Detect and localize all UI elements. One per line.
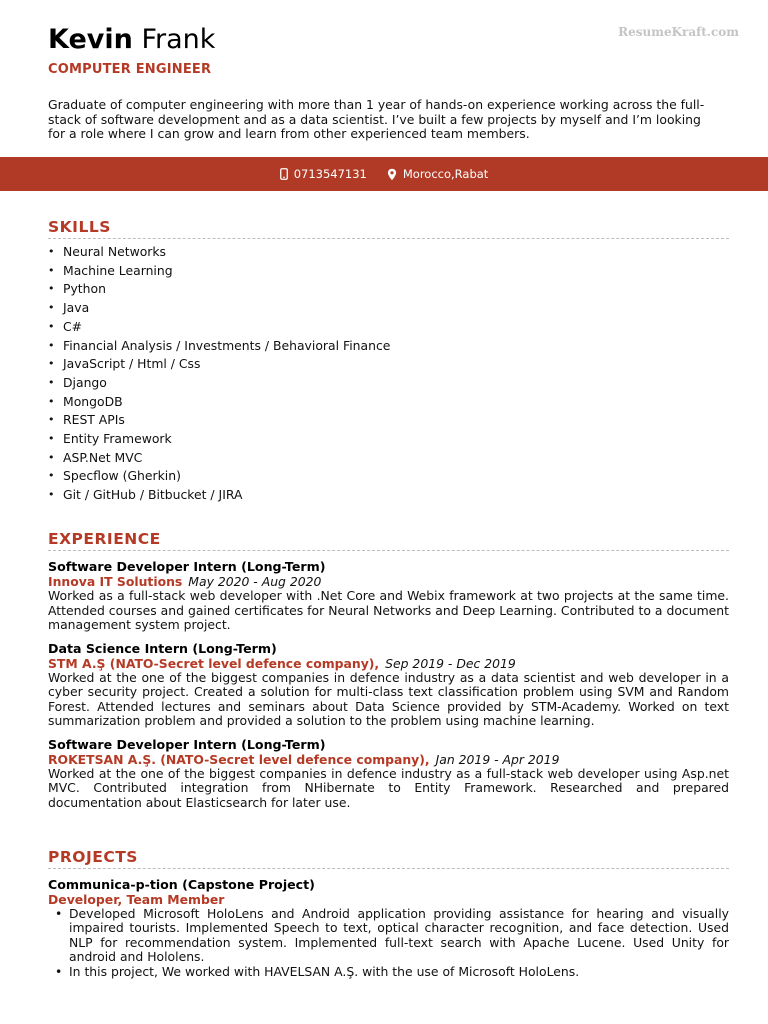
summary-paragraph: Graduate of computer engineering with more than 1 year of hands-on experience working across the full-stack of software development and as a data scientist. I’ve built a few projects by myself and I’m looking for a role where I can grow and learn from other experienced team members.	[48, 97, 705, 141]
project-title: Communica-p-tion (Capstone Project)	[48, 877, 315, 892]
project-bullet: • In this project, We worked with HAVELSAN A.Ş. with the use of Microsoft HoloLens.	[69, 965, 729, 979]
location-text: Morocco,Rabat	[402, 167, 489, 181]
experience-description: Worked as a full-stack web developer with .Net Core and Webix framework at two projects at the same time. Attended courses and gained certificates for Neural Networks and Deep Learning. Contributed to a document management system project.	[48, 588, 729, 632]
job-title-heading: COMPUTER ENGINEER	[48, 62, 212, 77]
project-bullets	[48, 907, 729, 979]
contact-location	[387, 167, 488, 181]
last-name: Frank	[141, 24, 216, 55]
skill-item: • Machine Learning	[63, 262, 729, 281]
experience-company: STM A.Ş (NATO-Secret level defence company),	[48, 655, 380, 671]
contact-phone	[280, 167, 367, 181]
contact-bar	[0, 157, 768, 191]
experience-company: Innova IT Solutions	[48, 574, 183, 589]
skill-item: • C#	[63, 318, 729, 337]
skills-heading: SKILLS	[48, 218, 729, 239]
experience-section	[48, 530, 729, 810]
experience-title: Software Developer Intern (Long-Term)	[48, 736, 326, 752]
brand-watermark: ResumeKraft.com	[618, 25, 739, 39]
experience-description: Worked at the one of the biggest companies in defence industry as a data scientist and web developer in a cyber security project. Created a solution for multi-class text classification problem using SVM and Random Forest. Attended lectures and seminars about Data Science provided by STM-Academy. Worked on text summarization problem and provided a solution to the problem using machine learning.	[48, 669, 729, 728]
experience-title: Data Science Intern (Long-Term)	[48, 640, 277, 656]
skill-item: • Entity Framework	[63, 430, 729, 449]
candidate-name	[48, 24, 215, 56]
skill-item: • Git / GitHub / Bitbucket / JIRA	[63, 486, 729, 505]
projects-heading: PROJECTS	[48, 848, 729, 869]
phone-icon	[280, 168, 288, 180]
skills-section	[48, 218, 729, 505]
skill-item: • Financial Analysis / Investments / Behavioral Finance	[63, 337, 729, 356]
location-pin-icon	[387, 168, 397, 181]
experience-title: Software Developer Intern (Long-Term)	[48, 559, 326, 574]
skill-item: • REST APIs	[63, 411, 729, 430]
skill-item: • Django	[63, 374, 729, 393]
experience-meta	[48, 574, 729, 589]
project-bullet: • Developed Microsoft HoloLens and Android application providing assistance for hearing and visually impaired tourists. Implemented Speech to text, optical character recognition, and face detection. Used NLP for recommendation system. Implemented full-text search with Apache Lucene. Used Unity for android and Hololens.	[69, 907, 729, 965]
project-role: Developer, Team Member	[48, 892, 225, 907]
experience-dates: Sep 2019 - Dec 2019	[385, 655, 516, 671]
phone-number: 0713547131	[293, 167, 367, 181]
skill-item: • Neural Networks	[63, 243, 729, 262]
first-name: Kevin	[48, 24, 133, 55]
skill-item: • JavaScript / Html / Css	[63, 355, 729, 374]
skill-item: • MongoDB	[63, 393, 729, 412]
experience-company: ROKETSAN A.Ş. (NATO-Secret level defence company),	[48, 751, 430, 767]
experience-heading: EXPERIENCE	[48, 530, 729, 551]
skill-item: • Python	[63, 280, 729, 299]
skills-list	[48, 243, 729, 505]
experience-entry	[48, 737, 729, 811]
experience-meta	[48, 752, 729, 767]
project-entry	[48, 877, 729, 979]
skill-item: • ASP.Net MVC	[63, 449, 729, 468]
experience-meta	[48, 656, 729, 671]
experience-entry	[48, 559, 729, 633]
experience-dates: May 2020 - Aug 2020	[188, 574, 322, 589]
experience-description: Worked at the one of the biggest companies in defence industry as a full-stack web developer using Asp.net MVC. Contributed integration from NHibernate to Entity Framework. Researched and prepared documentation about Elasticsearch for later use.	[48, 765, 729, 810]
projects-section	[48, 848, 729, 979]
experience-entry	[48, 641, 729, 729]
skill-item: • Specflow (Gherkin)	[63, 467, 729, 486]
skill-item: • Java	[63, 299, 729, 318]
experience-dates: Jan 2019 - Apr 2019	[435, 751, 560, 767]
